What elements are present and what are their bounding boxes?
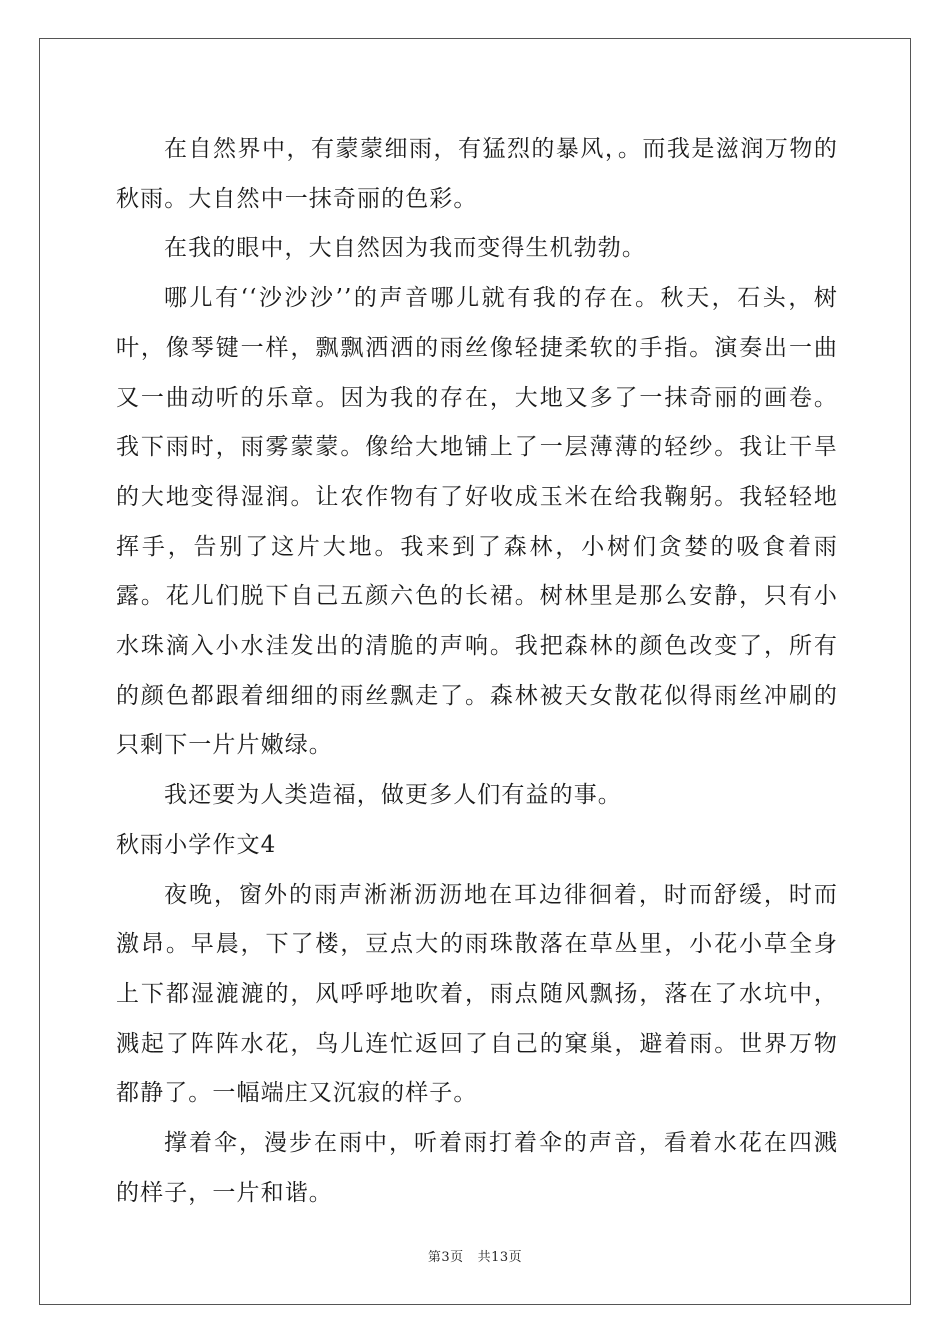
paragraph: 撑着伞，漫步在雨中，听着雨打着伞的声音，看着水花在四溅的样子，一片和谐。 [116, 1130, 838, 1206]
paragraph: 我还要为人类造福，做更多人们有益的事。 [164, 782, 622, 809]
page-total: 共13页 [477, 1250, 523, 1265]
paragraph: 在自然界中，有蒙蒙细雨，有猛烈的暴风，。而我是滋润万物的秋雨。大自然中一抹奇丽的色彩。 [116, 136, 838, 212]
paragraph: 哪儿有‘‘沙沙沙’’的声音哪儿就有我的存在。秋天，石头，树叶，像琴键一样，飘飘洒洒的雨丝像轻捷柔软的手指。演奏出一曲又一曲动听的乐章。因为我的存在，大地又多了一抹奇丽的画卷。我下雨时，雨雾蒙蒙。像给大地铺上了一层薄薄的轻纱。我让干旱的大地变得湿润。让农作物有了好收成玉米在给我鞠躬。我轻轻地挥手，告别了这片大地。我来到了森林，小树们贪婪的吸食着雨露。花儿们脱下自己五颜六色的长裙。树林里是那么安静，只有小水珠滴入小水洼发出的清脆的声响。我把森林的颜色改变了，所有的颜色都跟着细细的雨丝飘走了。森林被天女散花似得雨丝冲刷的只剩下一片片嫩绿。 [116, 285, 838, 759]
page-number: 第3页 [427, 1250, 464, 1265]
section-heading: 秋雨小学作文4 [116, 831, 277, 858]
paragraph: 夜晚，窗外的雨声淅淅沥沥地在耳边徘徊着，时而舒缓，时而激昂。早晨，下了楼，豆点大的雨珠散落在草丛里，小花小草全身上下都湿漉漉的，风呼呼地吹着，雨点随风飘扬，落在了水坑中，溅起了阵阵水花，鸟儿连忙返回了自己的窠巢，避着雨。世界万物都静了。一幅端庄又沉寂的样子。 [116, 881, 838, 1107]
paragraph: 在我的眼中，大自然因为我而变得生机勃勃。 [164, 235, 646, 262]
document-body [116, 125, 838, 1218]
page-footer [0, 1246, 950, 1265]
